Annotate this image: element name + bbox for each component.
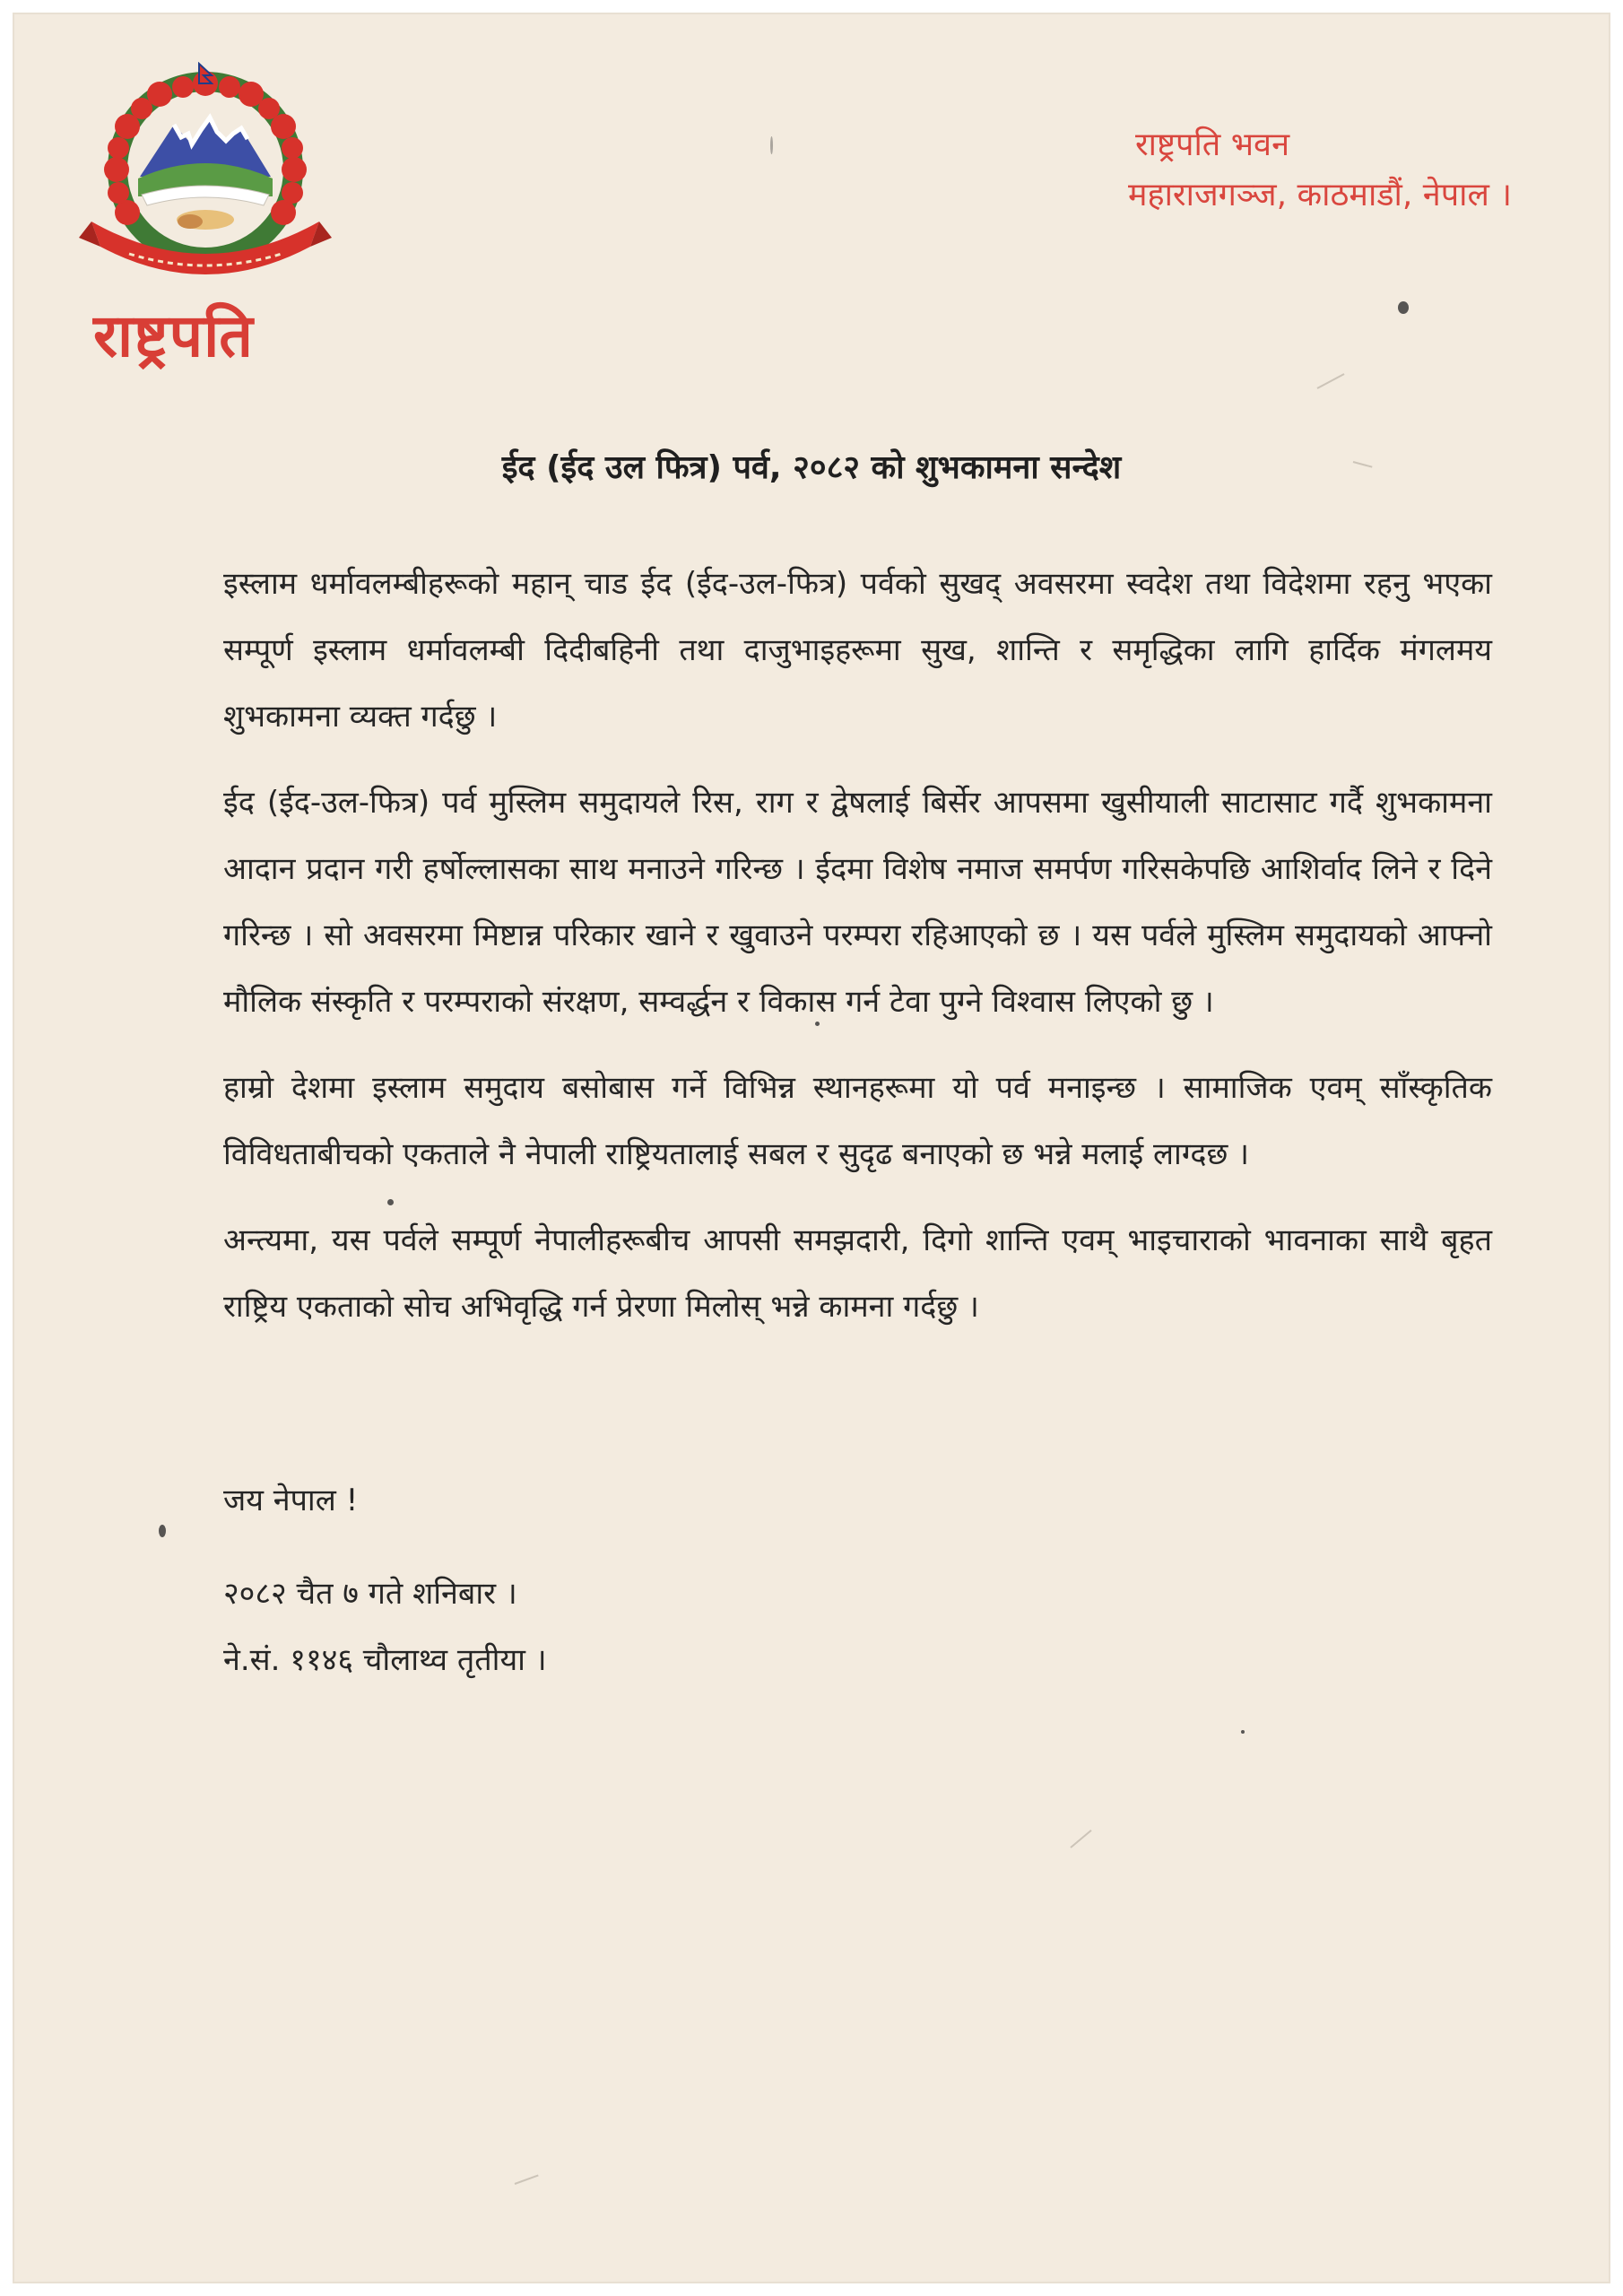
nepal-national-emblem-icon (75, 62, 335, 295)
paragraph-3: हाम्रो देशमा इस्लाम समुदाय बसोबास गर्ने विभिन्न स्थानहरूमा यो पर्व मनाइन्छ । सामाजिक एवम् साँस्कृतिक विविधताबीचको एकताले नै नेपाली राष्ट्रियतालाई सबल र सुदृढ बनाएको छ भन्ने मलाई लाग्दछ । (223, 1070, 1492, 1172)
paragraph-2: ईद (ईद-उल-फित्र) पर्व मुस्लिम समुदायले रिस, राग र द्वेषलाई बिर्सेर आपसमा खुसीयाली साटासाट गर्दै शुभकामना आदान प्रदान गरी हर्षोल्लासका साथ मनाउने गरिन्छ । ईदमा विशेष नमाज समर्पण गरिसकेपछि आशिर्वाद लिने र दिने गरिन्छ । सो अवसरमा मिष्टान्न परिकार खाने र खुवाउने परम्परा रहिआएको छ । यस पर्वले मुस्लिम समुदायको आफ्नो मौलिक संस्कृति र परम्पराको संरक्षण, सम्वर्द्धन र विकास गर्न टेवा पुग्ने विश्वास लिएको छु । (223, 785, 1492, 1020)
paper-fiber (1070, 1830, 1091, 1848)
paper-fiber (515, 2174, 539, 2184)
closing-block (223, 1467, 547, 1693)
address-block (1128, 120, 1512, 221)
brand-title: राष्ट्रपति (93, 300, 254, 370)
paper-speck (770, 136, 773, 154)
handshake-icon (177, 210, 234, 230)
paragraph-4: अन्त्यमा, यस पर्वले सम्पूर्ण नेपालीहरूबीच आपसी समझदारी, दिगो शान्ति एवम् भाइचाराको भावनाका साथै बृहत राष्ट्रिय एकताको सोच अभिवृद्धि गर्न प्रेरणा मिलोस् भन्ने कामना गर्दछु । (223, 1222, 1492, 1325)
paper-speck (1398, 301, 1409, 314)
letter-page (13, 13, 1610, 2283)
message-title: ईद (ईद उल फित्र) पर्व, २०८२ को शुभकामना सन्देश (501, 449, 1122, 486)
message-body (223, 551, 1492, 1360)
date-line-2: ने.सं. ११४६ चौलाथ्व तृतीया । (223, 1642, 547, 1678)
nepal-flag-icon (199, 64, 212, 83)
emblem-graphic (75, 62, 335, 295)
paper-fiber (1317, 373, 1345, 389)
date-line-1: २०८२ चैत ७ गते शनिबार । (223, 1576, 517, 1612)
address-line-1: राष्ट्रपति भवन (1134, 126, 1290, 163)
paper-speck (1241, 1730, 1245, 1734)
address-line-2: महाराजगञ्ज, काठमाडौं, नेपाल । (1127, 177, 1512, 213)
paragraph-1: इस्लाम धर्मावलम्बीहरूको महान् चाड ईद (ईद-उल-फित्र) पर्वको सुखद् अवसरमा स्वदेश तथा विदेशमा रहनु भएका सम्पूर्ण इस्लाम धर्मावलम्बी दिदीबहिनी तथा दाजुभाइहरूमा सुख, शान्ति र समृद्धिका लागि हार्दिक मंगलमय शुभकामना व्यक्त गर्दछु । (223, 566, 1492, 735)
paper-speck (159, 1525, 166, 1537)
closing-salutation: जय नेपाल ! (223, 1483, 359, 1518)
